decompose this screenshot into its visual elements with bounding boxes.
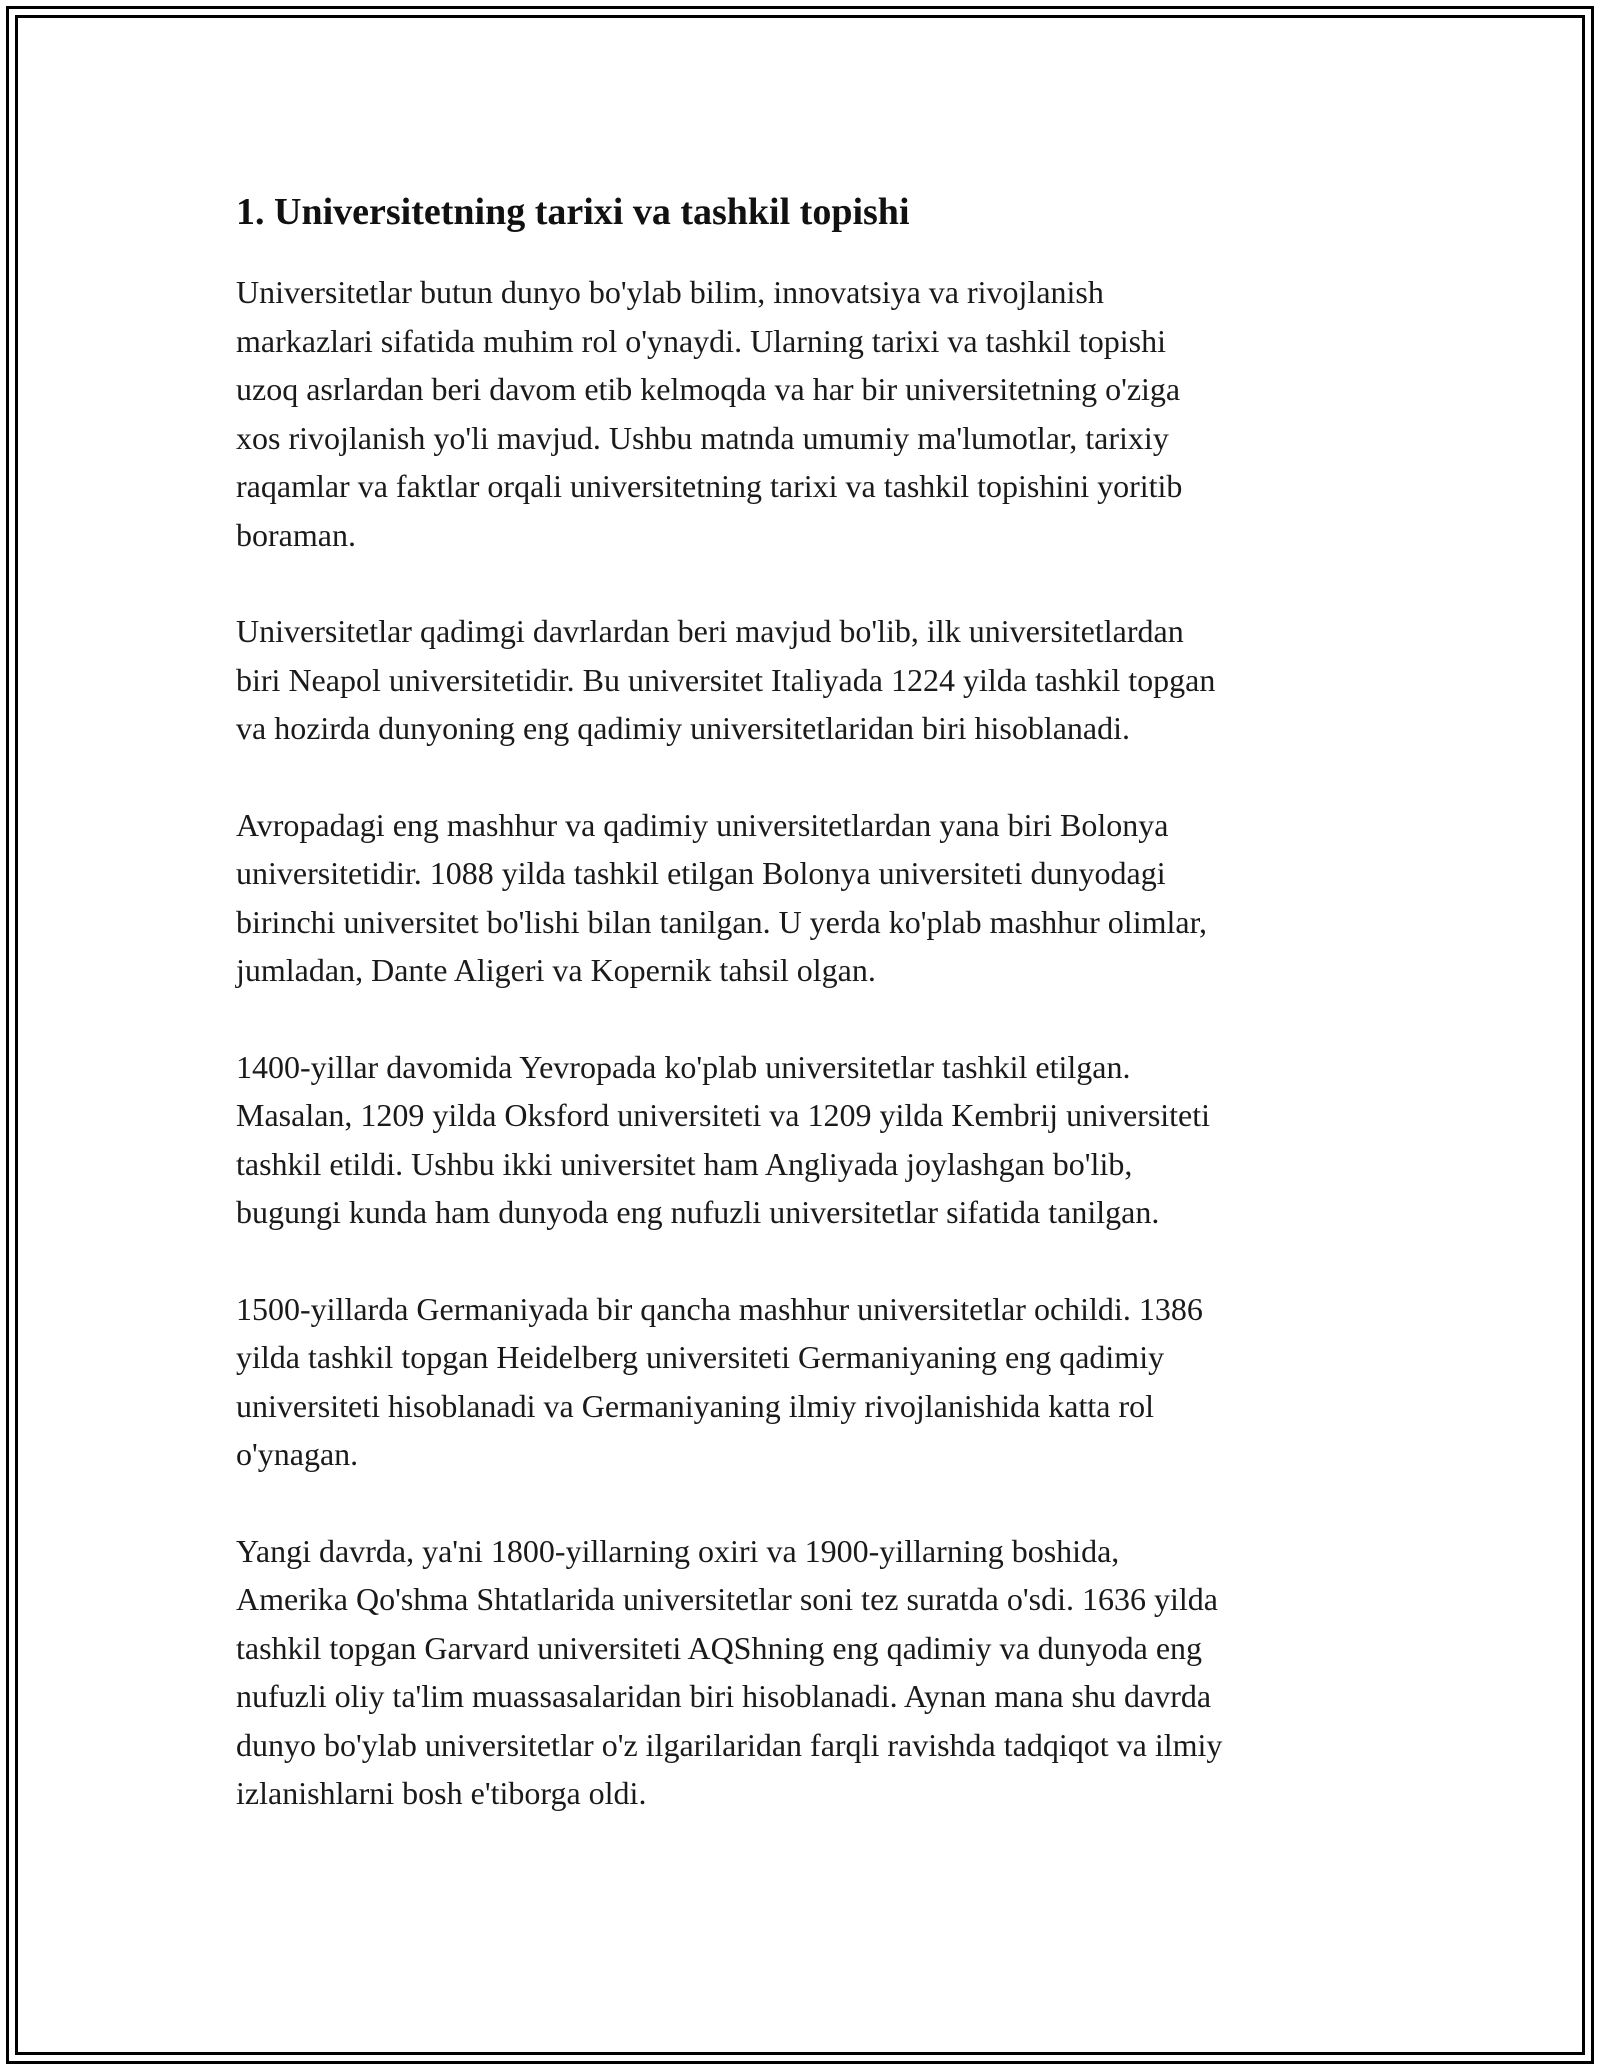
paragraph-intro: Universitetlar butun dunyo bo'ylab bilim, innovatsiya va rivojlanish markazlari sifatida muhim rol o'ynaydi. Ularning tarixi va tashkil topishi uzoq asrlardan beri davom etib kelmoqda va har bir universitetning o'ziga xos rivojlanish yo'li mavjud. Ushbu matnda umumiy ma'lumotlar, tarixiy raqamlar va faktlar orqali universitetning tarixi va tashkil topishini yoritib boraman. xyxy=(236,274,1183,553)
section-heading: 1. Universitetning tarixi va tashkil topishi xyxy=(236,191,910,233)
document-body xyxy=(236,188,1376,1866)
paragraph-neapol: Universitetlar qadimgi davrlardan beri mavjud bo'lib, ilk universitetlardan biri Neapol universitetidir. Bu universitet Italiyada 1224 yilda tashkil topgan va hozirda dunyoning eng qadimiy universitetlaridan biri hisoblanadi. xyxy=(236,613,1216,746)
paragraph-modern-era: Yangi davrda, ya'ni 1800-yillarning oxiri va 1900-yillarning boshida, Amerika Qo'shma Shtatlarida universitetlar soni tez suratda o'sdi. 1636 yilda tashkil topgan Garvard universiteti AQShning eng qadimiy va dunyoda eng nufuzli oliy ta'lim muassasalaridan biri hisoblanadi. Aynan mana shu davrda dunyo bo'ylab universitetlar o'z ilgarilaridan farqli ravishda tadqiqot va ilmiy izlanishlarni bosh e'tiborga oldi. xyxy=(236,1532,1223,1811)
paragraph-bolonya: Avropadagi eng mashhur va qadimiy universitetlardan yana biri Bolonya universitetidir. 1088 yilda tashkil etilgan Bolonya universiteti dunyodagi birinchi universitet bo'lishi bilan tanilgan. U yerda ko'plab mashhur olimlar, jumladan, Dante Aligeri va Kopernik tahsil olgan. xyxy=(236,806,1207,988)
paragraph-1400s: 1400-yillar davomida Yevropada ko'plab universitetlar tashkil etilgan. Masalan, 1209 yilda Oksford universiteti va 1209 yilda Kembrij universiteti tashkil etildi. Ushbu ikki universitet ham Angliyada joylashgan bo'lib, bugungi kunda ham dunyoda eng nufuzli universitetlar sifatida tanilgan. xyxy=(236,1048,1211,1230)
paragraph-1500s: 1500-yillarda Germaniyada bir qancha mashhur universitetlar ochildi. 1386 yilda tashkil topgan Heidelberg universiteti Germaniyaning eng qadimiy universiteti hisoblanadi va Germaniyaning ilmiy rivojlanishida katta rol o'ynagan. xyxy=(236,1290,1203,1472)
